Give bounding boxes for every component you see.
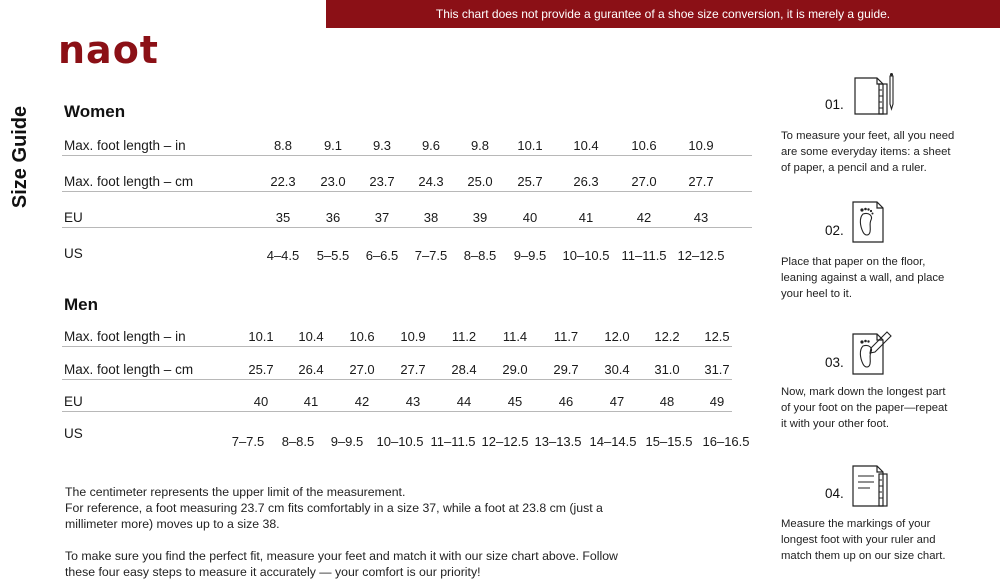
step-line: your heel to it. xyxy=(781,288,852,300)
step-3 xyxy=(781,330,986,440)
step-line: Now, mark down the longest part xyxy=(781,386,946,398)
step-description xyxy=(781,254,986,302)
size-cell: 36 xyxy=(325,210,341,225)
row-label: Max. foot length – cm xyxy=(64,174,194,189)
row-label: EU xyxy=(64,210,83,225)
step-line: are some everyday items: a sheet xyxy=(781,146,951,158)
size-cell: 10.6 xyxy=(349,329,375,344)
size-cell: 7–7.5 xyxy=(414,248,448,263)
size-cell: 47 xyxy=(609,394,625,409)
row-divider xyxy=(62,191,752,192)
row-label: Max. foot length – in xyxy=(64,138,186,153)
size-cell: 42 xyxy=(636,210,652,225)
row-divider xyxy=(62,411,732,412)
size-cell: 40 xyxy=(253,394,269,409)
step-line: To measure your feet, all you need xyxy=(781,130,955,142)
size-cell: 43 xyxy=(693,210,709,225)
size-cell: 25.0 xyxy=(467,174,493,189)
size-cell: 10.4 xyxy=(298,329,324,344)
size-cell: 45 xyxy=(507,394,523,409)
size-cell: 15–15.5 xyxy=(645,434,693,449)
size-cell: 13–13.5 xyxy=(534,434,582,449)
row-divider xyxy=(62,227,752,228)
step-description xyxy=(781,128,986,176)
size-cell: 41 xyxy=(578,210,594,225)
size-cell: 48 xyxy=(659,394,675,409)
size-cell: 12.2 xyxy=(654,329,680,344)
step-line: it with your other foot. xyxy=(781,418,889,430)
size-cell: 9.6 xyxy=(421,138,441,153)
size-cell: 25.7 xyxy=(248,362,274,377)
size-cell: 7–7.5 xyxy=(231,434,265,449)
women-section-title: Women xyxy=(64,102,126,121)
size-cell: 6–6.5 xyxy=(365,248,399,263)
row-label: Max. foot length – in xyxy=(64,329,186,344)
step-1 xyxy=(781,72,986,182)
size-cell: 25.7 xyxy=(517,174,543,189)
size-cell: 12–12.5 xyxy=(677,248,725,263)
size-cell: 28.4 xyxy=(451,362,477,377)
size-cell: 9.8 xyxy=(470,138,490,153)
row-label: EU xyxy=(64,394,83,409)
size-cell: 9.3 xyxy=(372,138,392,153)
step-number: 03. xyxy=(825,355,844,370)
size-cell: 12–12.5 xyxy=(481,434,529,449)
size-cell: 14–14.5 xyxy=(589,434,637,449)
step-description xyxy=(781,516,986,564)
size-cell: 41 xyxy=(303,394,319,409)
measurement-note xyxy=(65,484,603,532)
size-cell: 16–16.5 xyxy=(702,434,750,449)
size-cell: 11.4 xyxy=(502,329,528,344)
size-cell: 23.0 xyxy=(320,174,346,189)
size-cell: 10.1 xyxy=(517,138,543,153)
size-cell: 30.4 xyxy=(604,362,630,377)
size-cell: 11–11.5 xyxy=(621,248,667,263)
size-cell: 9.1 xyxy=(323,138,343,153)
size-cell: 29.0 xyxy=(502,362,528,377)
row-divider xyxy=(62,155,752,156)
size-cell: 11–11.5 xyxy=(430,434,476,449)
note-line: To make sure you find the perfect fit, measure your feet and match it with our size chart above. Follow xyxy=(65,549,618,563)
size-cell: 11.7 xyxy=(553,329,579,344)
size-cell: 43 xyxy=(405,394,421,409)
step-line: of paper, a pencil and a ruler. xyxy=(781,162,927,174)
note-line: For reference, a foot measuring 23.7 cm fits comfortably in a size 37, while a foot at 23.8 cm (just a xyxy=(65,501,603,515)
size-cell: 8.8 xyxy=(273,138,293,153)
size-cell: 8–8.5 xyxy=(281,434,315,449)
row-label: Max. foot length – cm xyxy=(64,362,194,377)
note-line: The centimeter represents the upper limit of the measurement. xyxy=(65,485,406,499)
size-cell: 9–9.5 xyxy=(513,248,547,263)
step-line: leaning against a wall, and place xyxy=(781,272,945,284)
size-cell: 49 xyxy=(709,394,725,409)
note-line: these four easy steps to measure it accurately — your comfort is our priority! xyxy=(65,565,481,579)
size-cell: 46 xyxy=(558,394,574,409)
size-cell: 27.7 xyxy=(400,362,426,377)
size-guide-vertical-title: Size Guide xyxy=(9,105,31,209)
row-label: US xyxy=(64,246,83,261)
step-2 xyxy=(781,198,986,308)
size-cell: 26.4 xyxy=(298,362,324,377)
size-cell: 44 xyxy=(456,394,472,409)
size-cell: 27.7 xyxy=(688,174,714,189)
size-cell: 10.9 xyxy=(688,138,714,153)
step-line: Place that paper on the floor, xyxy=(781,256,926,268)
size-cell: 12.5 xyxy=(704,329,730,344)
size-cell: 12.0 xyxy=(604,329,630,344)
disclaimer-banner: This chart does not provide a gurantee of a shoe size conversion, it is merely a guide. xyxy=(326,0,1000,28)
size-cell: 40 xyxy=(522,210,538,225)
row-label: US xyxy=(64,426,83,441)
size-cell: 38 xyxy=(423,210,439,225)
size-cell: 9–9.5 xyxy=(330,434,364,449)
step-number: 02. xyxy=(825,223,844,238)
size-cell: 29.7 xyxy=(553,362,579,377)
row-divider xyxy=(62,346,732,347)
size-cell: 27.0 xyxy=(631,174,657,189)
fit-instructions xyxy=(65,548,618,580)
size-cell: 10–10.5 xyxy=(376,434,424,449)
size-cell: 39 xyxy=(472,210,488,225)
step-line: Measure the markings of your xyxy=(781,518,931,530)
size-cell: 10.6 xyxy=(631,138,657,153)
size-cell: 11.2 xyxy=(451,329,477,344)
size-cell: 26.3 xyxy=(573,174,599,189)
size-cell: 27.0 xyxy=(349,362,375,377)
size-cell: 8–8.5 xyxy=(463,248,497,263)
step-description xyxy=(781,384,986,432)
step-line: of your foot on the paper—repeat xyxy=(781,402,948,414)
step-number: 01. xyxy=(825,97,844,112)
foot-on-paper-icon xyxy=(849,198,893,246)
size-cell: 31.0 xyxy=(654,362,680,377)
step-number: 04. xyxy=(825,486,844,501)
size-cell: 10–10.5 xyxy=(562,248,610,263)
step-4 xyxy=(781,462,986,572)
size-cell: 10.9 xyxy=(400,329,426,344)
paper-pencil-ruler-icon xyxy=(849,72,899,120)
size-cell: 35 xyxy=(275,210,291,225)
step-line: match them up on our size chart. xyxy=(781,550,946,562)
size-cell: 10.4 xyxy=(573,138,599,153)
step-line: longest foot with your ruler and xyxy=(781,534,936,546)
size-cell: 23.7 xyxy=(369,174,395,189)
paper-ruler-measure-icon xyxy=(849,462,895,510)
note-line: millimeter more) moves up to a size 38. xyxy=(65,517,280,531)
size-cell: 24.3 xyxy=(418,174,444,189)
size-cell: 4–4.5 xyxy=(266,248,300,263)
foot-marking-pencil-icon xyxy=(849,330,895,378)
size-cell: 31.7 xyxy=(704,362,730,377)
size-cell: 22.3 xyxy=(270,174,296,189)
size-cell: 42 xyxy=(354,394,370,409)
size-cell: 10.1 xyxy=(248,329,274,344)
size-cell: 5–5.5 xyxy=(316,248,350,263)
row-divider xyxy=(62,379,732,380)
men-section-title: Men xyxy=(64,295,98,314)
brand-logo: naot xyxy=(58,28,159,72)
size-cell: 37 xyxy=(374,210,390,225)
